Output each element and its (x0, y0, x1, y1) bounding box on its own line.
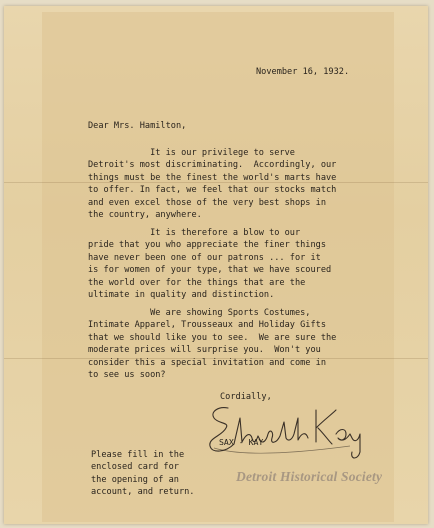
handwritten-signature (200, 398, 370, 468)
letter-paragraph-3: We are showing Sports Costumes, Intimate Apparel, Trousseaux and Holiday Gifts that we should like you to see. We are sure the moderate prices will surprise you. Won't you consider this a special invitation and come in to see us soon? (88, 308, 337, 381)
letter-paragraph-2: It is therefore a blow to our pride that you who appreciate the finer things have never been one of our patrons ... for it is for women of your type, that we have scoured the world over for the things that are the ultimate in quality and distinction. (88, 228, 332, 301)
account-note: Please fill in the enclosed card for the opening of an account, and return. (91, 450, 195, 498)
typed-signature: SAX - KAY (219, 437, 264, 447)
letter-salutation: Dear Mrs. Hamilton, (88, 121, 187, 131)
letter-closing: Cordially, (220, 392, 272, 402)
letter-date: November 16, 1932. (256, 67, 350, 77)
letter-paragraph-1: It is our privilege to serve Detroit's most discriminating. Accordingly, our things must be the finest the world's marts have to offer. In fact, we feel that our stocks match and even excel those of the very best shops in the country, anywhere. (88, 148, 337, 221)
watermark: Detroit Historical Society (236, 469, 383, 484)
